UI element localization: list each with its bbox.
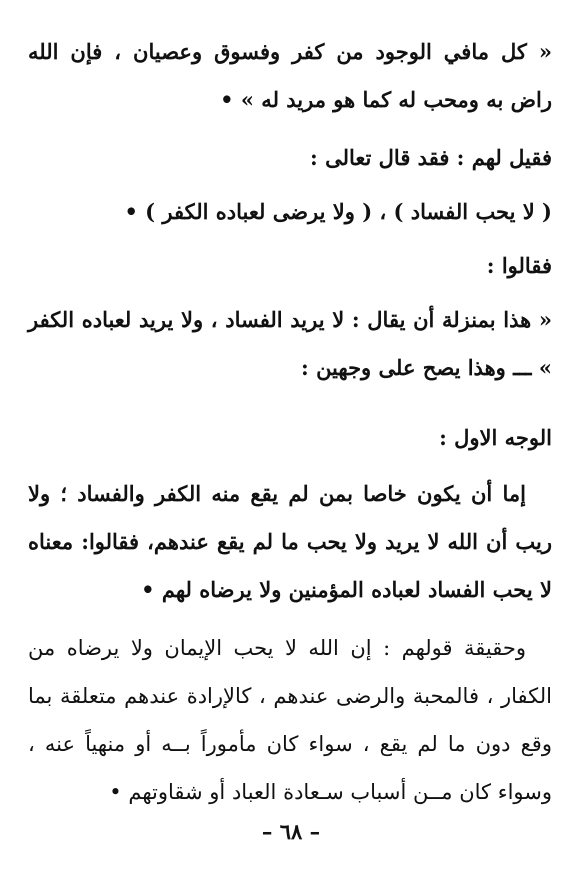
- quranic-citation: ( لا يحب الفساد ) ، ( ولا يرضى لعباده الكفر ) •: [124, 199, 552, 224]
- reply-intro: فقالوا :: [486, 253, 552, 278]
- reality-paragraph: وحقيقة قولهم : إن الله لا يحب الإيمان ولا يرضاه من الكفار ، فالمحبة والرضى عندهم ، كالإرادة عندهم متعلقة بما وقع دون ما لم يقع ، سواء كان مأموراً بــه أو منهياً عنه ، وسواء كان مــن أسباب سـعادة العباد أو شقاوتهم •: [28, 636, 552, 804]
- page-body: [28, 28, 552, 816]
- reply-paragraph: « هذا بمنزلة أن يقال : لا يريد الفساد ، ولا يريد لعباده الكفر » ـــ وهذا يصح على وجهين :: [28, 307, 552, 380]
- page-number: – ٦٨ –: [261, 819, 321, 844]
- section-heading: الوجه الاول :: [439, 425, 552, 450]
- first-aspect-paragraph: إما أن يكون خاصا بمن لم يقع منه الكفر والفساد ؛ ولا ريب أن الله لا يريد ولا يحب ما لم يقع عندهم، فقالوا: معناه لا يحب الفساد لعباده المؤمنين ولا يرضاه لهم •: [28, 481, 552, 602]
- quote-paragraph: « كل مافي الوجود من كفر وفسوق وعصيان ، فإن الله راض به ومحب له كما هو مريد له » •: [28, 39, 552, 112]
- objection-intro: فقيل لهم : فقد قال تعالى :: [310, 145, 552, 170]
